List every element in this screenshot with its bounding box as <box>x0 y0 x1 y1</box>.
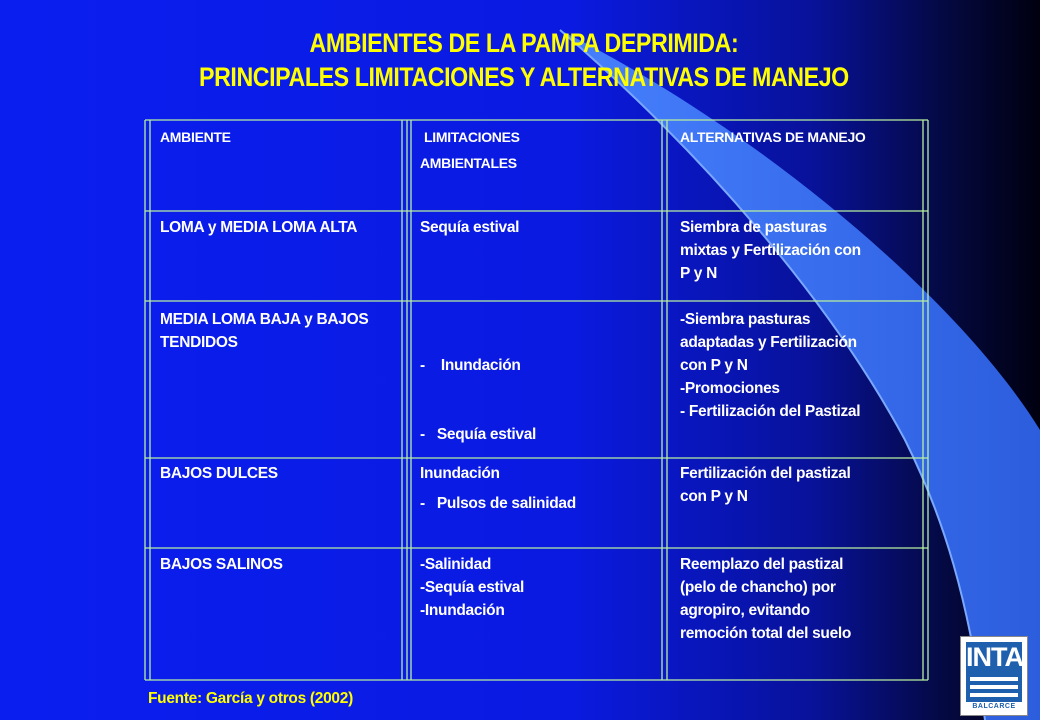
cell-line: -Siembra pasturas <box>680 311 811 328</box>
row-1-limitaciones <box>420 216 519 239</box>
header-ambiente-label: AMBIENTE <box>160 129 231 145</box>
inta-logo <box>960 636 1028 716</box>
row-1-alternativas <box>680 216 861 285</box>
header-limitaciones-line-2: AMBIENTALES <box>420 155 517 171</box>
header-limitaciones-line-1: LIMITACIONES <box>424 129 520 145</box>
row-3-limitaciones <box>420 462 500 485</box>
row-3-ambiente <box>160 462 278 485</box>
logo-stripe <box>970 685 1018 689</box>
row-2-ambiente <box>160 308 368 354</box>
title-line-1: AMBIENTES DE LA PAMPA DEPRIMIDA: <box>309 28 739 58</box>
logo-location: BALCARCE <box>972 703 1016 710</box>
cell-line: Sequía estival <box>420 219 520 236</box>
cell-line: -Inundación <box>420 602 505 619</box>
cell-line: LOMA y MEDIA LOMA ALTA <box>160 219 358 236</box>
cell-line: con P y N <box>680 488 748 505</box>
cell-line: - Fertilización del Pastizal <box>680 403 861 420</box>
cell-line: mixtas y Fertilización con <box>680 242 861 259</box>
cell-line: Fertilización del pastizal <box>680 465 851 482</box>
cell-line: - Inundación <box>420 357 521 374</box>
row-2-limitaciones <box>420 308 576 538</box>
row-4-ambiente <box>160 553 283 576</box>
cell-line: - Sequía estival <box>420 426 537 443</box>
row-2-alternativas <box>680 308 860 423</box>
source-citation: Fuente: García y otros (2002) <box>148 690 353 707</box>
header-alternativas <box>680 124 866 150</box>
logo-stripe <box>970 693 1018 697</box>
cell-line: -Salinidad <box>420 556 492 573</box>
header-ambiente <box>160 124 231 150</box>
cell-line: -Promociones <box>680 380 780 397</box>
cell-line: BAJOS DULCES <box>160 465 278 482</box>
row-4-alternativas <box>680 553 851 645</box>
title-line-2: PRINCIPALES LIMITACIONES Y ALTERNATIVAS DE MANEJO <box>199 62 849 92</box>
row-3-alternativas <box>680 462 851 508</box>
header-limitaciones <box>420 124 520 176</box>
cell-line: - Pulsos de salinidad <box>420 495 576 512</box>
cell-line: BAJOS SALINOS <box>160 556 283 573</box>
cell-line: Reemplazo del pastizal <box>680 556 844 573</box>
logo-stripe <box>970 677 1018 681</box>
cell-line: (pelo de chancho) por <box>680 579 836 596</box>
cell-line: con P y N <box>680 357 748 374</box>
logo-wordmark: INTA <box>966 642 1023 672</box>
cell-line: Inundación <box>420 465 500 482</box>
cell-line: -Sequía estival <box>420 579 525 596</box>
header-alternativas-label: ALTERNATIVAS DE MANEJO <box>680 129 866 145</box>
row-1-ambiente <box>160 216 357 239</box>
cell-line: adaptadas y Fertilización <box>680 334 857 351</box>
row-4-limitaciones <box>420 553 524 622</box>
cell-line: MEDIA LOMA BAJA y BAJOS <box>160 311 369 328</box>
cell-line: Siembra de pasturas <box>680 219 827 236</box>
cell-line: P y N <box>680 265 717 282</box>
cell-line: agropiro, evitando <box>680 602 810 619</box>
cell-line: TENDIDOS <box>160 334 238 351</box>
cell-line: remoción total del suelo <box>680 625 852 642</box>
